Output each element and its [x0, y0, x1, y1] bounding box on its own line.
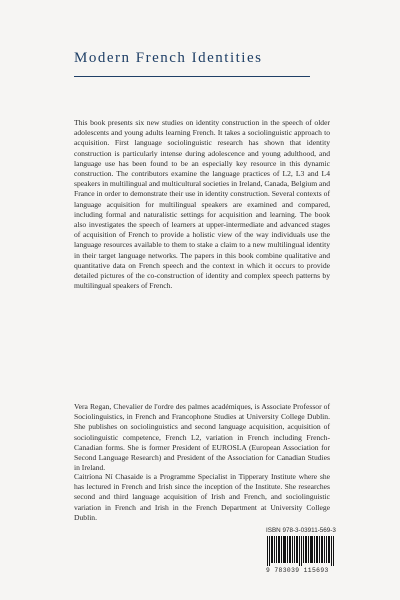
editor-bio-ni-chasaide: Caitríona Ní Chasaide is a Programme Specialist in Tipperary Institute where she has lectured in French and Irish since the inception of the Institute. She researches second and third language acquisition of Irish and French, and sociolinguistic variation in French and Irish in the French Department at University College Dublin. [74, 472, 330, 522]
title-rule [74, 76, 310, 77]
series-title: Modern French Identities [74, 50, 263, 66]
isbn-label: ISBN 978-3-03911-569-3 [266, 527, 336, 534]
book-description: This book presents six new studies on identity construction in the speech of older adolescents and young adults learning French. It takes a sociolinguistic approach to acquisition. First language sociolinguistic research has shown that identity construction is particularly intense during adolescence and young adulthood, and language use has been found to be an especially key resource in this dynamic construction. The contributors examine the language practices of L2, L3 and L4 speakers in multilingual and multicultural societies in Ireland, Canada, Belgium and France in order to demonstrate their use in identity construction. Several contexts of language acquisition for multilingual speakers are examined and compared, including formal and naturalistic settings for acquisition and learning. The book also investigates the speech of learners at upper-intermediate and advanced stages of acquisition of French to provide a holistic view of the way individuals use the language resources available to them to stake a claim to a new multilingual identity in their target language networks. The papers in this book combine qualitative and quantitative data on French speech and the context in which it occurs to provide detailed pictures of the co-construction of identity and complex speech patterns by multilingual speakers of French. [74, 118, 330, 291]
barcode-image [266, 536, 334, 566]
barcode-digits: 9 783039 115693 [266, 567, 329, 574]
editor-bio-regan: Vera Regan, Chevalier de l'ordre des palmes académiques, is Associate Professor of Sociolinguistics, in French and Francophone Studies at University College Dublin. She publishes on sociolinguistics and second language acquisition, acquisition of sociolinguistic competence, French L2, variation in French including French-Canadian forms. She is former President of EUROSLA (European Association for Second Language Research) and President of the Association for Canadian Studies in Ireland. [74, 402, 330, 473]
isbn-block [266, 527, 336, 574]
